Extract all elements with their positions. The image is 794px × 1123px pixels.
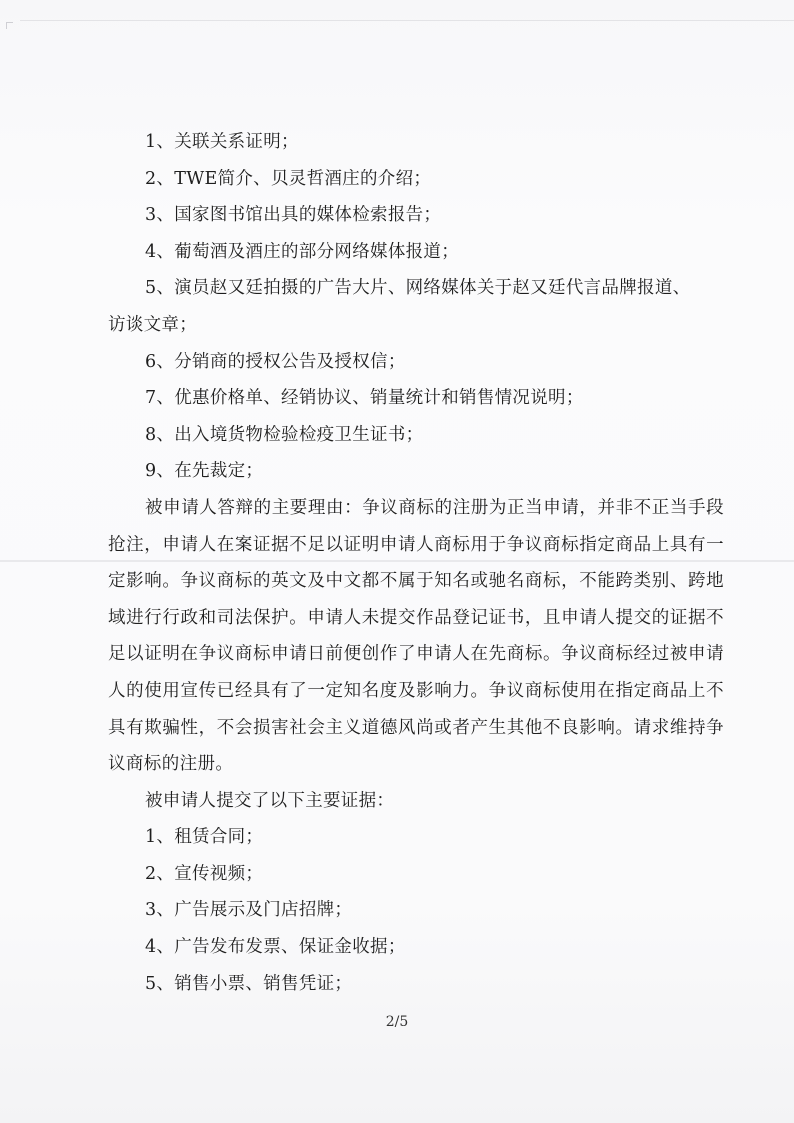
applicant-evidence-item-2: 2、TWE简介、贝灵哲酒庄的介绍； xyxy=(145,168,432,189)
page-number: 2/5 xyxy=(385,1014,409,1030)
respondent-evidence-item-4: 4、广告发布发票、保证金收据； xyxy=(145,937,406,958)
applicant-evidence-item-1: 1、关联关系证明； xyxy=(145,132,299,152)
respondent-evidence-intro: 被申请人提交了以下主要证据： xyxy=(145,790,395,811)
scan-corner-mark xyxy=(6,22,13,29)
respondent-evidence-item-3: 3、广告展示及门店招牌； xyxy=(145,900,353,921)
respondent-evidence-item-2: 2、宣传视频； xyxy=(145,863,264,884)
applicant-evidence-item-7: 7、优惠价格单、经销协议、销量统计和销售情况说明； xyxy=(145,388,584,409)
applicant-evidence-item-5-line-1: 5、演员赵又廷拍摄的广告大片、网络媒体关于赵又廷代言品牌报道、 xyxy=(145,278,691,299)
respondent-reasons-paragraph: 被申请人答辩的主要理由：争议商标的注册为正当申请，并非不正当手段抢注，申请人在案证据不足以证明申请人商标用于争议商标指定商品上具有一定影响。争议商标的英文及中文都不属于知名或驰名商标，不能跨类别、跨地域进行行政和司法保护。申请人未提交作品登记证书，且申请人提交的证据不足以证明在争议商标申请日前便创作了申请人在先商标。争议商标经过被申请人的使用宣传已经具有了一定知名度及影响力。争议商标使用在指定商品上不具有欺骗性，不会损害社会主义道德风尚或者产生其他不良影响。请求维持争议商标的注册。 xyxy=(108,497,724,775)
applicant-evidence-item-3: 3、国家图书馆出具的媒体检索报告； xyxy=(145,205,442,226)
applicant-evidence-item-6: 6、分销商的授权公告及授权信； xyxy=(145,351,406,372)
applicant-evidence-item-9: 9、在先裁定； xyxy=(145,461,264,482)
applicant-evidence-item-4: 4、葡萄酒及酒庄的部分网络媒体报道； xyxy=(145,241,460,262)
respondent-evidence-item-5: 5、销售小票、销售凭证； xyxy=(145,973,353,994)
page-edge-line xyxy=(20,20,794,21)
applicant-evidence-item-5-line-2: 访谈文章； xyxy=(108,314,197,335)
applicant-evidence-item-8: 8、出入境货物检验检疫卫生证书； xyxy=(145,424,424,445)
respondent-evidence-item-1: 1、租赁合同； xyxy=(145,827,264,848)
document-body xyxy=(108,124,724,1002)
